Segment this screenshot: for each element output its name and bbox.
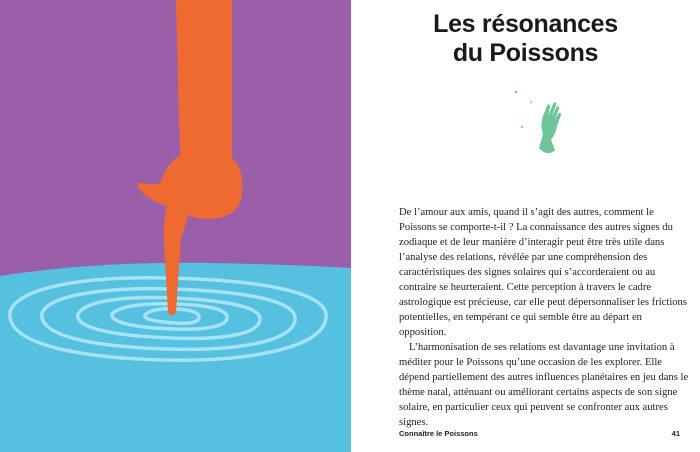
small-hand-icon bbox=[511, 82, 571, 162]
right-page bbox=[351, 0, 700, 452]
page-title bbox=[351, 10, 700, 68]
title-line-1: Les résonances bbox=[433, 10, 618, 38]
page-number: 41 bbox=[671, 429, 680, 438]
sparkle-dot bbox=[530, 101, 532, 103]
sparkle-dot bbox=[515, 91, 518, 94]
sparkle-dot bbox=[521, 126, 523, 128]
green-hand bbox=[539, 102, 561, 153]
paragraph-1: De l’amour aux amis, quand il s’agit des autres, comment le Poissons se comporte-t-il ? La connaissance des autres signes du zodiaque et de leur manière d’interagir peut être très utile dans l’analyse des relations, révélée par une compréhension des caractéristiques des signes solaires qui s’accorderaient ou au contraire se heurteraient. Cette perception à travers le cadre astrologique est précieuse, car elle peut dépersonnaliser les frictions potentielles, en tempérant ce qui semble être au départ en opposition. bbox=[399, 207, 687, 338]
body-text bbox=[399, 205, 689, 430]
title-line-2: du Poissons bbox=[452, 39, 599, 67]
running-footer-title: Connaître le Poissons bbox=[399, 429, 478, 438]
paragraph-2: L’harmonisation de ses relations est davantage une invitation à méditer pour le Poissons qu’une occasion de les explorer. Elle dépend partiellement des autres influences planétaires en jeu dans le thème natal, atténuant ou améliorant certains aspects de son signe solaire, en particulier ceux qui peuvent se confronter aux autres signes. bbox=[399, 342, 689, 428]
